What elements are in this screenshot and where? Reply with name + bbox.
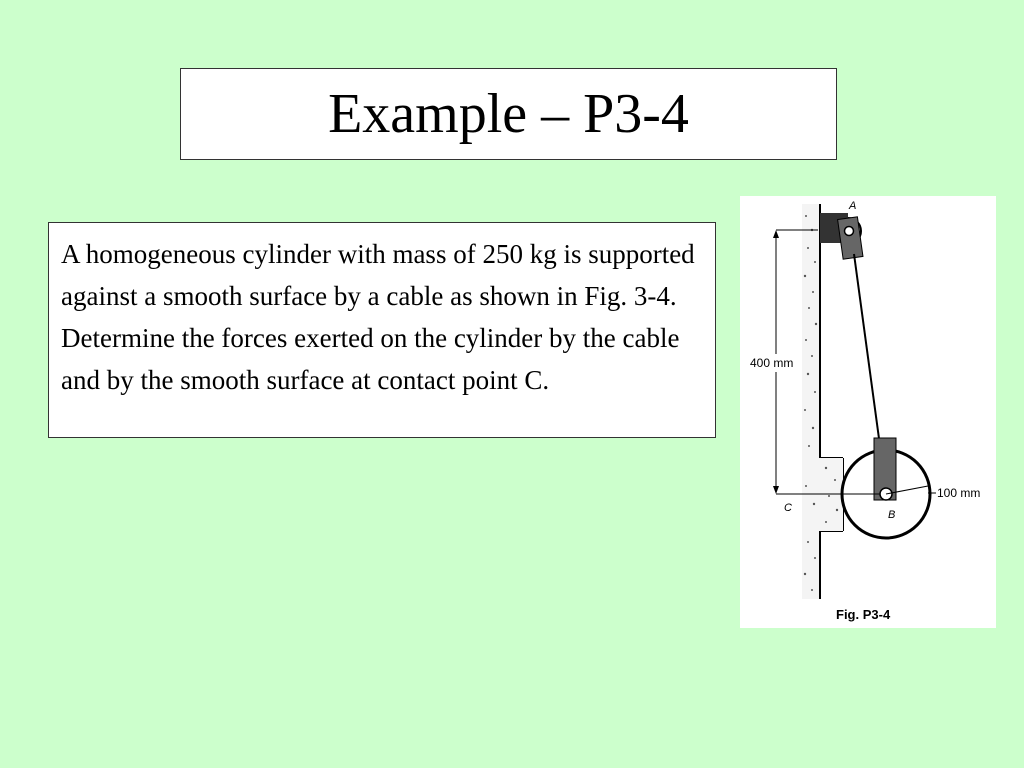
dimension-400mm-label: 400 mm (750, 356, 794, 370)
label-b: B (888, 509, 896, 521)
label-c: C (784, 502, 792, 514)
slide-title: Example – P3-4 (328, 83, 689, 145)
figure-p3-4 (740, 196, 996, 628)
dimension-100mm-label: 100 mm (937, 486, 981, 500)
bracket-a (820, 213, 863, 259)
problem-box (48, 222, 716, 438)
title-box (180, 68, 837, 160)
wall (802, 204, 843, 599)
figure-diagram (740, 196, 996, 628)
figure-caption: Fig. P3-4 (836, 607, 891, 622)
cylinder-b (842, 438, 930, 538)
label-a: A (849, 200, 857, 212)
cable (854, 254, 880, 446)
problem-statement: A homogeneous cylinder with mass of 250 kg is supported against a smooth surface by a cable as shown in Fig. 3-4. Determine the forces exerted on the cylinder by the cable and by the smooth surface at contact point C. (61, 239, 695, 395)
